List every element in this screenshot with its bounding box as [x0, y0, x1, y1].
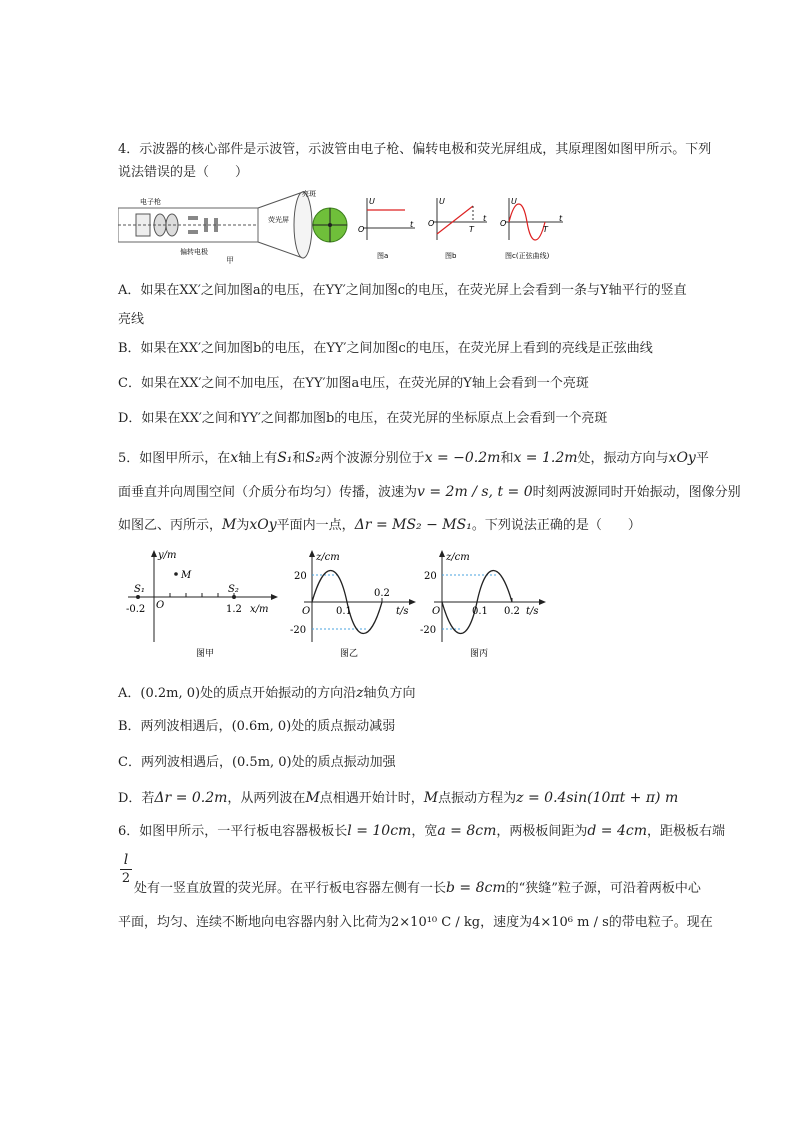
q5-text: A．	[118, 686, 141, 701]
q5-text: 面垂直并向周围空间（介质分布均匀）传播，波速为	[118, 485, 418, 500]
q6-math: l = 10cm	[347, 823, 412, 839]
q6-line-2	[134, 879, 701, 898]
q5-math: z = 0.4sin(10πt + π) m	[516, 790, 679, 806]
q6-line-3	[118, 914, 713, 932]
q6-text: 6．如图甲所示，一平行板电容器极板长	[118, 824, 348, 839]
q4-label-screen: 荧光屏	[268, 216, 289, 224]
q4-a-axis-t: t	[410, 220, 414, 229]
q5-bing-tick-01: 0.1	[472, 606, 488, 617]
q4-main-caption: 甲	[226, 256, 234, 265]
q5-option-a	[118, 684, 416, 703]
q6-text: ，速度为	[480, 915, 533, 930]
q5-jia-tick-neg: -0.2	[126, 604, 146, 615]
q6-fraction	[120, 852, 132, 886]
q6-math: a = 8cm	[437, 823, 497, 839]
q5-text: 5．如图甲所示，在	[118, 451, 231, 466]
q5-option-d	[118, 789, 678, 808]
q5-yi-tick-n20: -20	[290, 625, 307, 636]
q5-text: 和	[500, 451, 514, 466]
q5-jia-tick-12: 1.2	[226, 604, 242, 615]
q5-math: v = 2m / s, t = 0	[417, 484, 533, 500]
q5-math: xOy	[668, 450, 696, 466]
q6-text: 的“狭缝”粒子源，可沿着两板中心	[505, 881, 701, 896]
q5-text: 和	[292, 451, 306, 466]
q4-c-period: T	[543, 225, 548, 234]
q6-text: 处有一竖直放置的荧光屏。在平行板电容器左侧有一长	[134, 881, 447, 896]
q5-jia-s1: S₁	[134, 584, 145, 595]
q5-option-b	[118, 718, 395, 736]
q5-text: 。下列说法正确的是（ ）	[471, 518, 641, 533]
q5-text: 平	[695, 451, 709, 466]
q5-text: ，从两列波在	[227, 791, 306, 806]
q5-bing-y-label: z/cm	[446, 552, 470, 563]
q4-a-caption: 图a	[377, 252, 389, 260]
q4-option-c: C．如果在XX′之间不加电压，在YY′加图a电压，在荧光屏的Y轴上会看到一个亮斑	[118, 376, 589, 391]
q4-b-caption: 图b	[445, 252, 457, 260]
q4-graph-a	[355, 194, 417, 264]
q4-c-caption: 图c(正弦曲线)	[505, 252, 550, 260]
q6-frac-denominator: 2	[121, 871, 131, 886]
q6-text: 平面，均匀、连续不断地向电容器内射入比荷为	[118, 915, 392, 930]
q5-math: M	[423, 790, 439, 806]
q6-line-1	[118, 822, 725, 841]
q5-math: M	[222, 517, 237, 533]
q4-c-axis-u: U	[511, 197, 517, 206]
q5-figure-jia	[120, 548, 280, 660]
q6-frac-bar	[120, 869, 132, 870]
q6-text: ，距极板右端	[647, 824, 726, 839]
q5-math: x = −0.2m	[424, 450, 501, 466]
q5-math: S₁	[277, 450, 293, 466]
q5-text: C．两列波相遇后，	[118, 755, 232, 770]
q5-jia-m: M	[181, 570, 192, 581]
q6-text: 的带电粒子。现在	[608, 915, 713, 930]
q5-math: x	[230, 450, 239, 466]
q4-b-axis-t: t	[483, 214, 487, 223]
q5-bing-x-label: t/s	[526, 606, 539, 617]
q5-jia-x-label: x/m	[250, 604, 269, 615]
q4-label-gun: 电子枪	[140, 198, 161, 206]
q4-label-deflect: 偏转电极	[180, 248, 208, 256]
q5-yi-tick-20: 20	[294, 571, 307, 582]
q5-math: Δr = MS₂ − MS₁	[354, 517, 472, 533]
q5-text: 两个波源分别位于	[320, 451, 425, 466]
q5-stem-line-2	[118, 483, 741, 502]
q5-math: (0.6m, 0)	[231, 719, 292, 734]
q5-math: M	[305, 790, 320, 806]
q5-text: 平面内一点，	[276, 518, 355, 533]
q4-option-a-line-2: 亮线	[118, 312, 145, 327]
q5-text: 轴负方向	[363, 686, 416, 701]
q5-text: 轴上有	[238, 451, 278, 466]
q5-bing-tick-n20: -20	[420, 625, 437, 636]
q5-text: 如图乙、丙所示，	[118, 518, 223, 533]
q5-jia-caption: 图甲	[196, 649, 215, 659]
q5-yi-y-label: z/cm	[316, 552, 340, 563]
q5-text: 为	[236, 518, 250, 533]
q6-text: ，两极板间距为	[496, 824, 588, 839]
q5-math: (0.2m, 0)	[140, 686, 201, 701]
q4-option-b: B．如果在XX′之间加图b的电压，在YY′之间加图c的电压，在荧光屏上看到的亮线是正弦曲线	[118, 341, 653, 356]
q6-math: 2×10¹⁰ C / kg	[391, 915, 481, 930]
q5-text: 处，振动方向与	[577, 451, 669, 466]
q6-math: d = 4cm	[587, 823, 647, 839]
q5-text: B．两列波相遇后，	[118, 719, 232, 734]
q5-figure-bing	[420, 548, 550, 660]
q4-option-d: D．如果在XX′之间和YY′之间都加图b的电压，在荧光屏的坐标原点上会看到一个亮斑	[118, 411, 608, 426]
q5-math: (0.5m, 0)	[231, 755, 292, 770]
q5-bing-tick-02: 0.2	[504, 606, 520, 617]
q6-text: ，宽	[411, 824, 438, 839]
q5-bing-caption: 图丙	[470, 649, 489, 659]
q4-stem-line-2: 说法错误的是（ ）	[118, 165, 249, 180]
q5-math: Δr = 0.2m	[154, 790, 228, 806]
q4-c-origin: O	[500, 219, 507, 228]
q5-stem-line-1	[118, 449, 709, 468]
q5-yi-origin: O	[302, 606, 311, 617]
q4-label-spot: 亮斑	[302, 190, 316, 198]
q4-option-a-line-1: A．如果在XX′之间加图a的电压，在YY′之间加图c的电压，在荧光屏上会看到一条与Y轴平行的竖直	[118, 283, 687, 298]
q5-yi-tick-01: 0.1	[336, 606, 352, 617]
q5-figure-yi	[290, 548, 420, 660]
q5-yi-tick-02: 0.2	[374, 588, 390, 599]
q5-math: xOy	[249, 517, 277, 533]
q5-jia-origin: O	[156, 600, 165, 611]
q6-math: b = 8cm	[446, 880, 506, 896]
q5-text: 时刻两波源同时开始振动，图像分别	[532, 485, 741, 500]
q4-b-period: T	[469, 225, 474, 234]
q5-bing-tick-20: 20	[424, 571, 437, 582]
q5-stem-line-3	[118, 516, 641, 535]
q4-b-axis-u: U	[439, 197, 445, 206]
q5-text: 点振动方程为	[438, 791, 517, 806]
q4-c-axis-t: t	[559, 214, 563, 223]
q5-option-c	[118, 754, 396, 772]
q5-text: 处的质点振动加强	[291, 755, 396, 770]
q5-math: x = 1.2m	[513, 450, 578, 466]
q4-oscilloscope-diagram	[118, 186, 348, 264]
q5-text: 处的质点振动减弱	[291, 719, 396, 734]
q5-text: D．若	[118, 791, 155, 806]
q5-yi-x-label: t/s	[396, 606, 409, 617]
q4-a-axis-u: U	[369, 197, 375, 206]
q6-frac-numerator: l	[123, 852, 129, 868]
q4-a-origin: O	[358, 225, 365, 234]
q5-math: z	[356, 685, 364, 701]
q5-jia-s2: S₂	[228, 584, 239, 595]
q4-graph-c	[497, 194, 567, 264]
q4-stem-line-1: 4．示波器的核心部件是示波管，示波管由电子枪、偏转电极和荧光屏组成，其原理图如图甲所示。下列	[118, 142, 712, 157]
q4-graph-b	[425, 194, 491, 264]
q5-math: S₂	[305, 450, 321, 466]
q5-bing-origin: O	[432, 606, 441, 617]
q6-math: 4×10⁶ m / s	[532, 915, 609, 930]
q5-text: 点相遇开始计时，	[319, 791, 424, 806]
q4-b-origin: O	[428, 219, 435, 228]
q5-text: 处的质点开始振动的方向沿	[200, 686, 357, 701]
q5-jia-y-label: y/m	[158, 550, 177, 561]
q5-yi-caption: 图乙	[340, 649, 359, 659]
